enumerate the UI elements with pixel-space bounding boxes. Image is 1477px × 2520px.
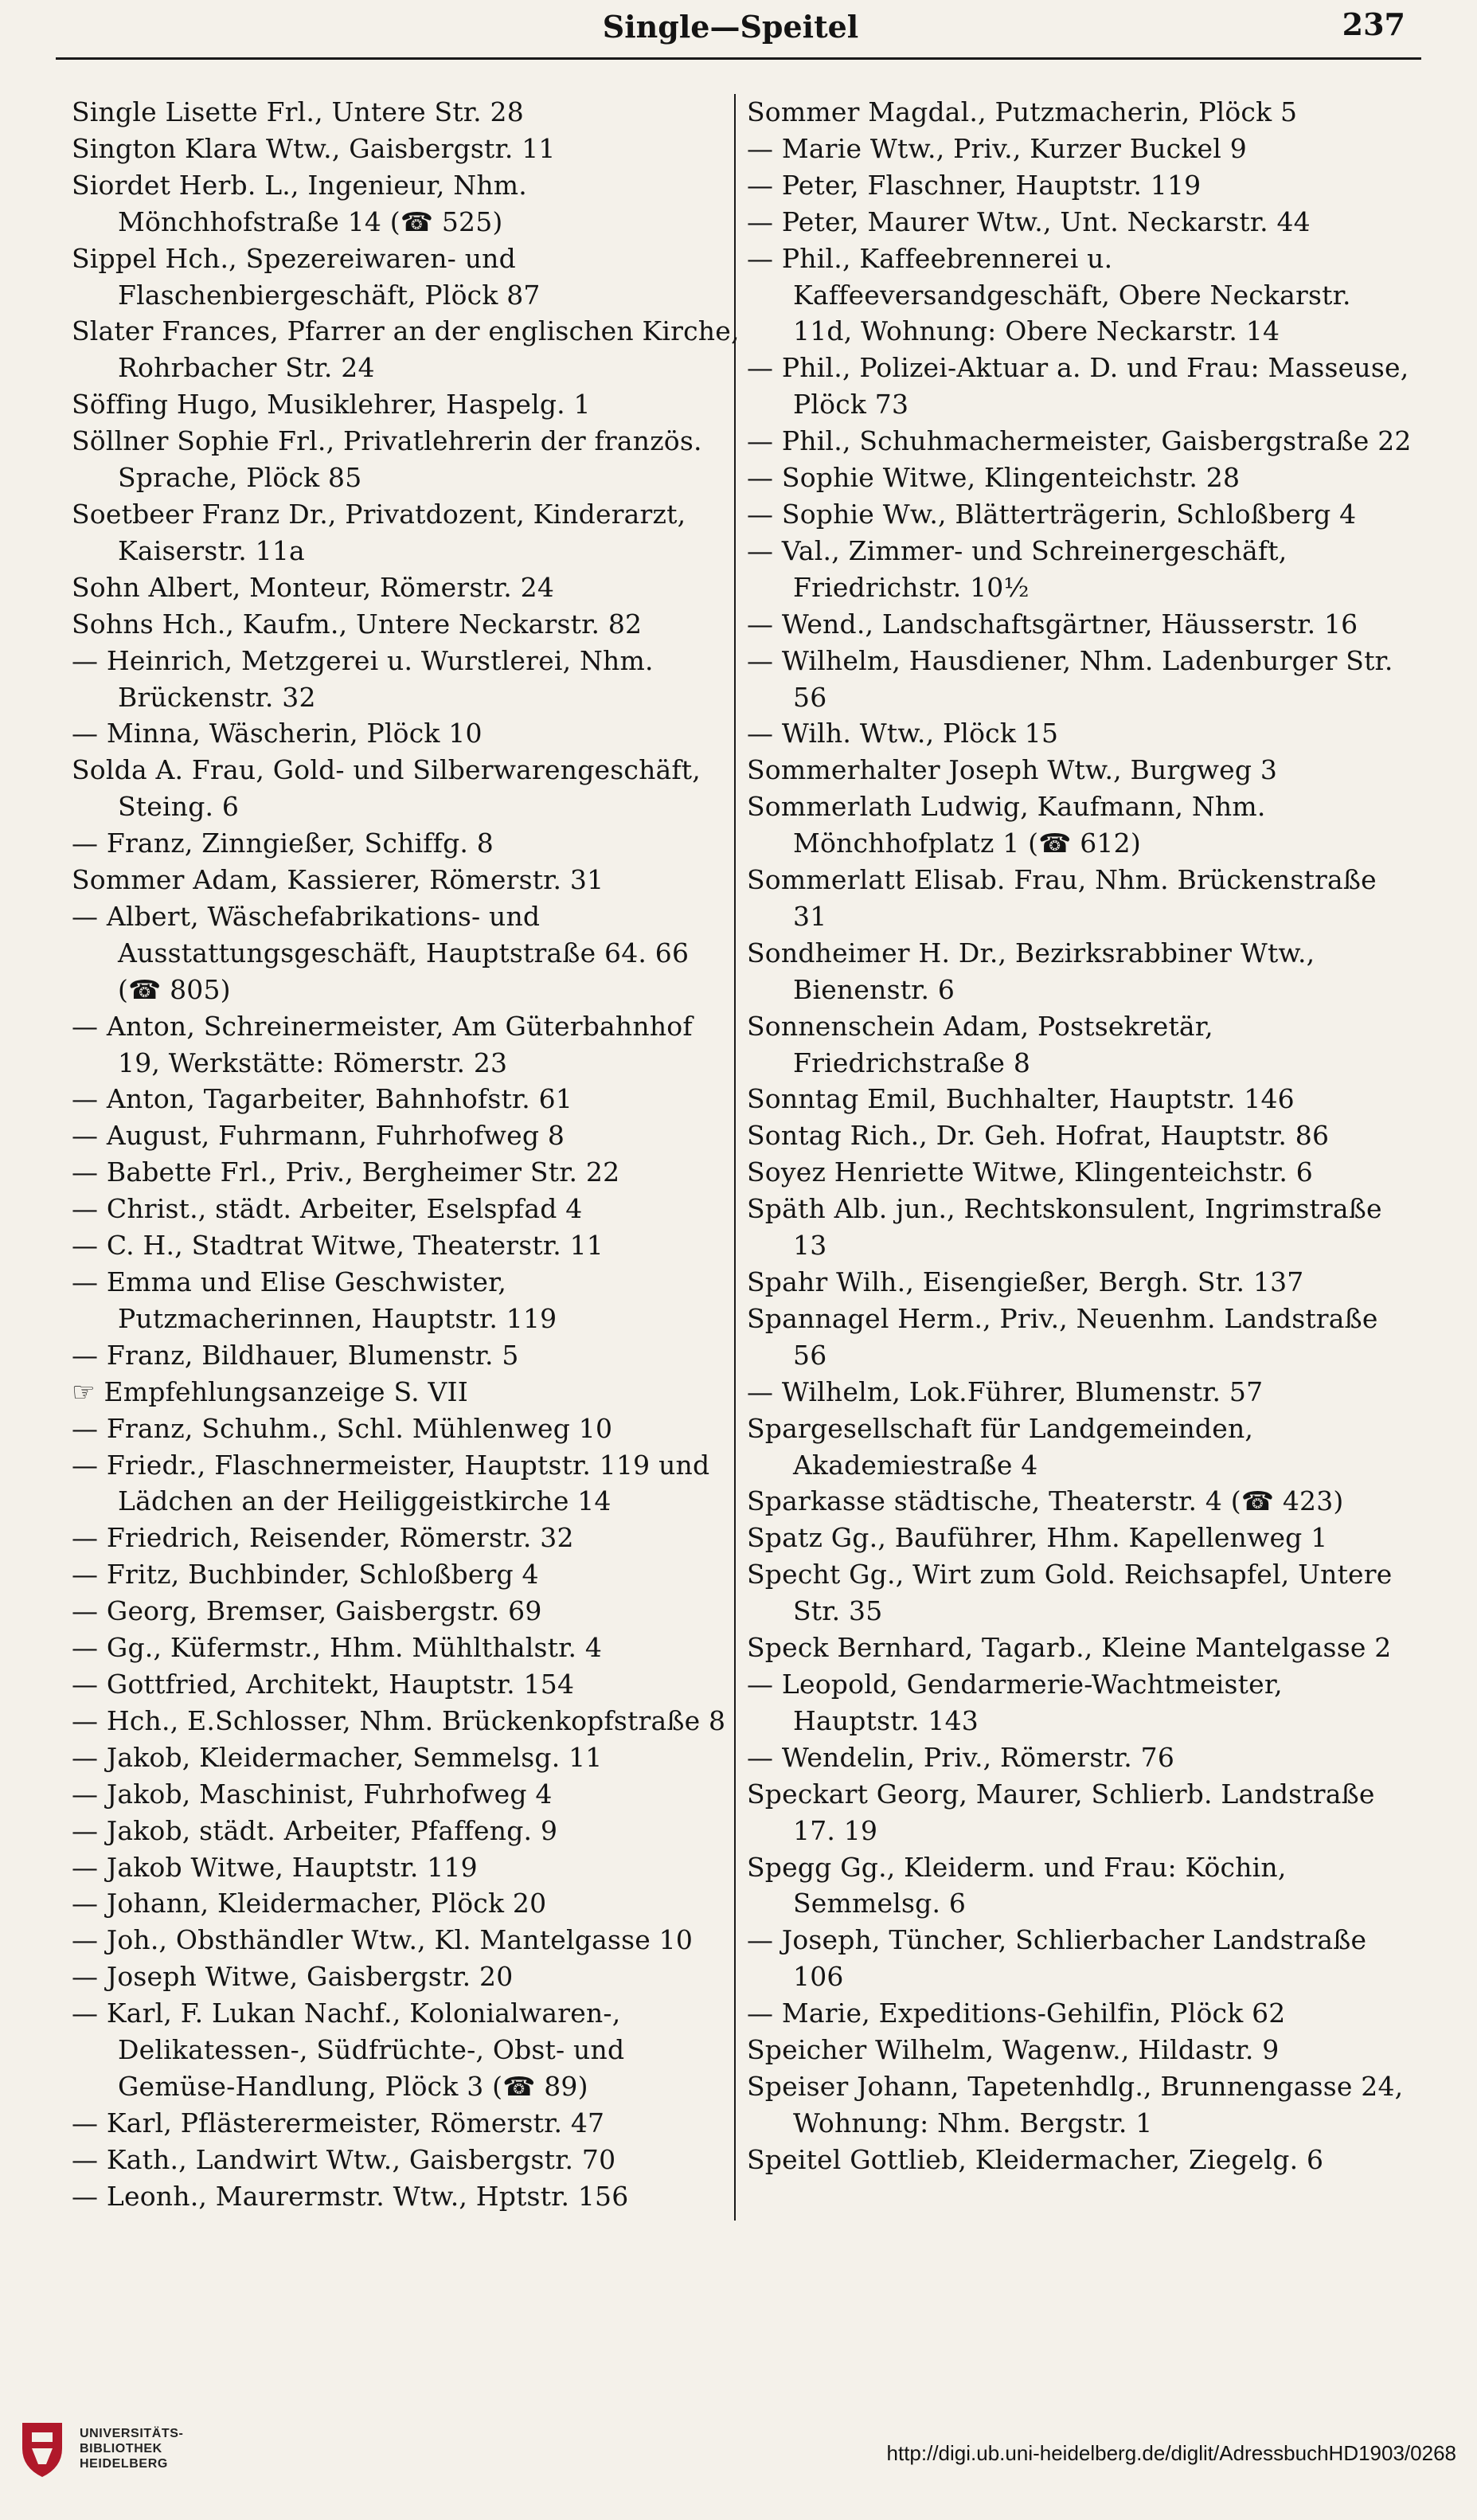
directory-entry: Slater Frances, Pfarrer an der englischen Kirche, Rohrbacher Str. 24 bbox=[72, 315, 740, 384]
directory-entry: — Phil., Kaffeebrennerei u. Kaffeeversandgeschäft, Obere Neckarstr. 11d, Wohnung: Obere Neckarstr. 14 bbox=[747, 242, 1351, 347]
directory-entry: Speck Bernhard, Tagarb., Kleine Mantelgasse 2 bbox=[747, 1632, 1392, 1664]
directory-entry: — Joh., Obsthändler Wtw., Kl. Mantelgasse 10 bbox=[72, 1924, 694, 1956]
directory-entry: — Gottfried, Architekt, Hauptstr. 154 bbox=[72, 1668, 575, 1700]
directory-entry: — Peter, Maurer Wtw., Unt. Neckarstr. 44 bbox=[747, 205, 1311, 237]
directory-entry: Solda A. Frau, Gold- und Silberwarengeschäft, Steing. 6 bbox=[72, 754, 701, 823]
directory-entry: Sippel Hch., Spezereiwaren- und Flaschenbiergeschäft, Plöck 87 bbox=[72, 242, 541, 311]
directory-entry: Sington Klara Wtw., Gaisbergstr. 11 bbox=[72, 132, 556, 164]
directory-entry: — Kath., Landwirt Wtw., Gaisbergstr. 70 bbox=[72, 2143, 616, 2175]
directory-entry: Spatz Gg., Bauführer, Hhm. Kapellenweg 1 bbox=[747, 1522, 1328, 1554]
directory-entry: Sommerlatt Elisab. Frau, Nhm. Brückenstraße 31 bbox=[747, 864, 1377, 932]
directory-entry: — Wend., Landschaftsgärtner, Häusserstr. 16 bbox=[747, 608, 1358, 640]
directory-entry: — Wilhelm, Lok.Führer, Blumenstr. 57 bbox=[747, 1375, 1264, 1407]
directory-entry: — Franz, Bildhauer, Blumenstr. 5 bbox=[72, 1339, 519, 1371]
directory-entry: — Leonh., Maurermstr. Wtw., Hptstr. 156 bbox=[72, 2180, 629, 2212]
running-title: Single—Speitel bbox=[602, 8, 859, 45]
directory-entry: — Friedr., Flaschnermeister, Hauptstr. 119 und Lädchen an der Heiliggeistkirche 14 bbox=[72, 1449, 710, 1517]
directory-entry: — Phil., Schuhmachermeister, Gaisbergstraße 22 bbox=[747, 425, 1412, 457]
header-rule bbox=[56, 57, 1421, 60]
directory-entry: Sohn Albert, Monteur, Römerstr. 24 bbox=[72, 571, 555, 603]
directory-entry: — Val., Zimmer- und Schreinergeschäft, Friedrichstr. 10½ bbox=[747, 534, 1287, 603]
source-url[interactable]: http://digi.ub.uni-heidelberg.de/diglit/AdressbuchHD1903/0268 bbox=[886, 2441, 1456, 2465]
directory-entry: Sohns Hch., Kaufm., Untere Neckarstr. 82 bbox=[72, 608, 643, 640]
directory-entry: — Anton, Tagarbeiter, Bahnhofstr. 61 bbox=[72, 1083, 573, 1115]
directory-entry: ☞ Empfehlungsanzeige S. VII bbox=[72, 1375, 468, 1407]
directory-entry: — Marie, Expeditions-Gehilfin, Plöck 62 bbox=[747, 1998, 1286, 2029]
directory-entry: — Albert, Wäschefabrikations- und Ausstattungsgeschäft, Hauptstraße 64. 66 (☎ 805) bbox=[72, 900, 690, 1005]
directory-entry: — Minna, Wäscherin, Plöck 10 bbox=[72, 718, 483, 749]
directory-entry: — Georg, Bremser, Gaisbergstr. 69 bbox=[72, 1595, 542, 1627]
directory-entry: Single Lisette Frl., Untere Str. 28 bbox=[72, 96, 524, 127]
directory-entry: — Jakob Witwe, Hauptstr. 119 bbox=[72, 1851, 478, 1883]
library-name-line: BIBLIOTHEK bbox=[80, 2442, 162, 2455]
directory-entry: — Jakob, Kleidermacher, Semmelsg. 11 bbox=[72, 1741, 603, 1773]
directory-entry: Specht Gg., Wirt zum Gold. Reichsapfel, Untere Str. 35 bbox=[747, 1559, 1393, 1627]
directory-entry: — Anton, Schreinermeister, Am Güterbahnhof 19, Werkstätte: Römerstr. 23 bbox=[72, 1010, 693, 1078]
directory-entry: Speiser Johann, Tapetenhdlg., Brunnengasse 24, Wohnung: Nhm. Bergstr. 1 bbox=[747, 2070, 1404, 2138]
directory-entry: Söffing Hugo, Musiklehrer, Haspelg. 1 bbox=[72, 389, 591, 421]
directory-entry: — Fritz, Buchbinder, Schloßberg 4 bbox=[72, 1559, 539, 1591]
directory-entry: — C. H., Stadtrat Witwe, Theaterstr. 11 bbox=[72, 1230, 604, 1262]
directory-entry: — Wilh. Wtw., Plöck 15 bbox=[747, 718, 1059, 749]
directory-entry: Speitel Gottlieb, Kleidermacher, Ziegelg. 6 bbox=[747, 2143, 1324, 2175]
right-column bbox=[747, 94, 1416, 2178]
directory-entry: — Joseph, Tüncher, Schlierbacher Landstraße 106 bbox=[747, 1924, 1367, 1993]
directory-entry: Sommerlath Ludwig, Kaufmann, Nhm. Mönchhofplatz 1 (☎ 612) bbox=[747, 791, 1266, 859]
directory-entry: Sommerhalter Joseph Wtw., Burgweg 3 bbox=[747, 754, 1278, 786]
directory-entry: — Sophie Ww., Blätterträgerin, Schloßberg 4 bbox=[747, 498, 1357, 530]
directory-entry: — Johann, Kleidermacher, Plöck 20 bbox=[72, 1888, 547, 1919]
directory-entry: — Leopold, Gendarmerie-Wachtmeister, Hauptstr. 143 bbox=[747, 1668, 1283, 1736]
footer bbox=[0, 2397, 1477, 2520]
directory-entry: — Friedrich, Reisender, Römerstr. 32 bbox=[72, 1522, 574, 1554]
directory-entry: Sondheimer H. Dr., Bezirksrabbiner Wtw., Bienenstr. 6 bbox=[747, 937, 1315, 1005]
directory-entry: Späth Alb. jun., Rechtskonsulent, Ingrimstraße 13 bbox=[747, 1193, 1382, 1262]
directory-entry: — Emma und Elise Geschwister, Putzmacherinnen, Hauptstr. 119 bbox=[72, 1266, 557, 1334]
directory-entry: — Karl, F. Lukan Nachf., Kolonialwaren-, Delikatessen-, Südfrüchte-, Obst- und Gemüse-Handlung, Plöck 3 (☎ 89) bbox=[72, 1998, 625, 2102]
directory-entry: Sonntag Emil, Buchhalter, Hauptstr. 146 bbox=[747, 1083, 1295, 1115]
directory-entry: — August, Fuhrmann, Fuhrhofweg 8 bbox=[72, 1120, 565, 1152]
page-number: 237 bbox=[1342, 6, 1405, 42]
directory-entry: — Franz, Schuhm., Schl. Mühlenweg 10 bbox=[72, 1412, 613, 1444]
directory-entry: — Wendelin, Priv., Römerstr. 76 bbox=[747, 1741, 1175, 1773]
directory-entry: Soetbeer Franz Dr., Privatdozent, Kinderarzt, Kaiserstr. 11a bbox=[72, 498, 686, 566]
directory-entry: — Phil., Polizei-Aktuar a. D. und Frau: Masseuse, Plöck 73 bbox=[747, 352, 1409, 421]
directory-entry: Sommer Adam, Kassierer, Römerstr. 31 bbox=[72, 864, 604, 896]
directory-entry: Spegg Gg., Kleiderm. und Frau: Köchin, Semmelsg. 6 bbox=[747, 1851, 1287, 1919]
directory-entry: — Wilhelm, Hausdiener, Nhm. Ladenburger Str. 56 bbox=[747, 644, 1393, 713]
directory-entry: — Sophie Witwe, Klingenteichstr. 28 bbox=[747, 462, 1241, 494]
library-name bbox=[80, 2426, 239, 2471]
directory-entry: Söllner Sophie Frl., Privatlehrerin der französ. Sprache, Plöck 85 bbox=[72, 425, 702, 494]
directory-entry: Sontag Rich., Dr. Geh. Hofrat, Hauptstr. 86 bbox=[747, 1120, 1330, 1152]
directory-entry: Speckart Georg, Maurer, Schlierb. Landstraße 17. 19 bbox=[747, 1778, 1375, 1846]
directory-entry: — Karl, Pflästerermeister, Römerstr. 47 bbox=[72, 2107, 605, 2138]
directory-entry: — Hch., E.Schlosser, Nhm. Brückenkopfstraße 8 bbox=[72, 1704, 726, 1736]
directory-entry: Siordet Herb. L., Ingenieur, Nhm. Mönchhofstraße 14 (☎ 525) bbox=[72, 169, 527, 237]
directory-entry: Spargesellschaft für Landgemeinden, Akademiestraße 4 bbox=[747, 1412, 1254, 1481]
directory-entry: Spannagel Herm., Priv., Neuenhm. Landstraße 56 bbox=[747, 1302, 1378, 1371]
directory-entry: Speicher Wilhelm, Wagenw., Hildastr. 9 bbox=[747, 2034, 1280, 2066]
library-name-line: UNIVERSITÄTS- bbox=[80, 2427, 184, 2440]
directory-entry: — Franz, Zinngießer, Schiffg. 8 bbox=[72, 828, 494, 859]
directory-entry: — Jakob, städt. Arbeiter, Pfaffeng. 9 bbox=[72, 1814, 558, 1846]
left-column bbox=[72, 94, 740, 2215]
directory-entry: — Gg., Küfermstr., Hhm. Mühlthalstr. 4 bbox=[72, 1632, 603, 1664]
directory-entry: — Marie Wtw., Priv., Kurzer Buckel 9 bbox=[747, 132, 1247, 164]
page-header bbox=[56, 6, 1405, 46]
directory-entry: Spahr Wilh., Eisengießer, Bergh. Str. 137 bbox=[747, 1266, 1304, 1297]
directory-entry: Sparkasse städtische, Theaterstr. 4 (☎ 423) bbox=[747, 1485, 1344, 1517]
heidelberg-library-logo-icon bbox=[14, 2415, 70, 2480]
directory-entry: Soyez Henriette Witwe, Klingenteichstr. 6 bbox=[747, 1156, 1313, 1188]
directory-entry: — Jakob, Maschinist, Fuhrhofweg 4 bbox=[72, 1778, 553, 1810]
directory-entry: — Christ., städt. Arbeiter, Eselspfad 4 bbox=[72, 1193, 583, 1225]
directory-entry: — Babette Frl., Priv., Bergheimer Str. 22 bbox=[72, 1156, 620, 1188]
directory-entry: — Heinrich, Metzgerei u. Wurstlerei, Nhm. Brückenstr. 32 bbox=[72, 644, 654, 713]
library-name-line: HEIDELBERG bbox=[80, 2457, 168, 2471]
directory-entry: — Peter, Flaschner, Hauptstr. 119 bbox=[747, 169, 1202, 201]
directory-entry: — Joseph Witwe, Gaisbergstr. 20 bbox=[72, 1961, 514, 1993]
directory-entry: Sonnenschein Adam, Postsekretär, Friedrichstraße 8 bbox=[747, 1010, 1213, 1078]
directory-entry: Sommer Magdal., Putzmacherin, Plöck 5 bbox=[747, 96, 1298, 127]
